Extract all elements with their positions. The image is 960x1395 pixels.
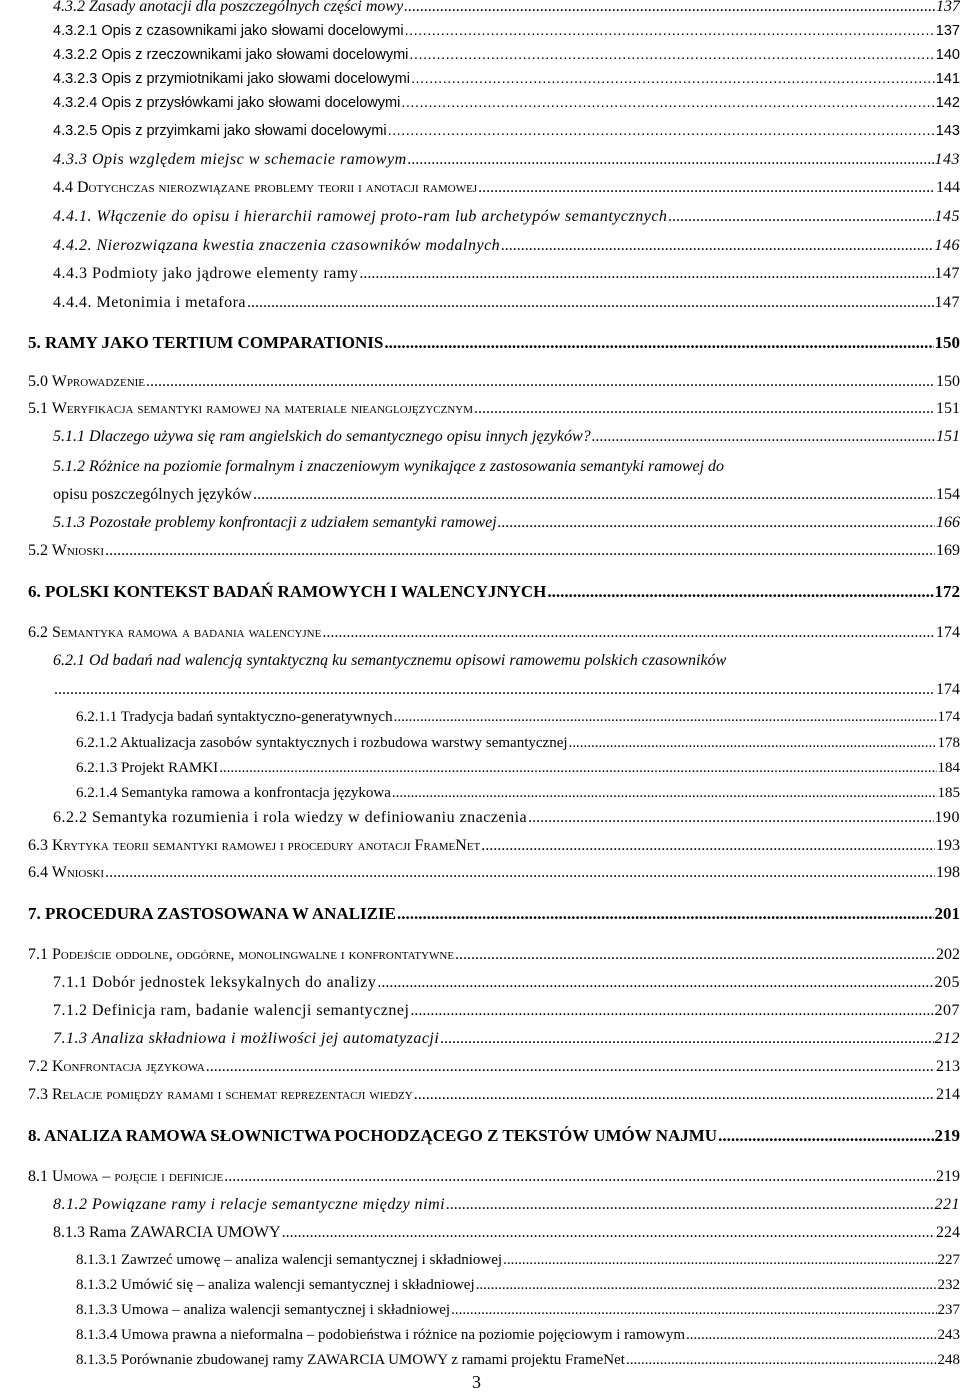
- page-number: 3: [472, 1372, 481, 1392]
- toc-entry[interactable]: 5.0 Wprowadzenie ..... 150: [28, 370, 960, 394]
- toc-entry[interactable]: 5.1.1 Dlaczego używa się ram angielskich do semantycznego opisu innych języków? ..... 151: [53, 425, 960, 449]
- toc-entry[interactable]: 4.3.2.4 Opis z przysłówkami jako słowami docelowymi ..... 142: [53, 91, 960, 115]
- toc-entry[interactable]: 4.3.2.1 Opis z czasownikami jako słowami docelowymi ..... 137: [53, 19, 960, 43]
- toc-entry[interactable]: 8.1.3.1 Zawrzeć umowę – analiza walencji semantycznej i składniowej ..... 227: [76, 1248, 960, 1272]
- toc-entry[interactable]: 7.2 Konfrontacja językowa ..... 213: [28, 1055, 960, 1079]
- toc-entry[interactable]: 4.4.3 Podmioty jako jądrowe elementy ramy ..... 147: [53, 262, 960, 286]
- toc-entry[interactable]: 5.2 Wnioski ..... 169: [28, 539, 960, 563]
- toc-entry[interactable]: 6.2.2 Semantyka rozumienia i rola wiedzy w definiowaniu znaczenia ..... 190: [53, 806, 960, 830]
- toc-entry[interactable]: 6.4 Wnioski ..... 198: [28, 861, 960, 885]
- toc-entry[interactable]: ..... 174: [53, 678, 960, 702]
- toc-entry[interactable]: 4.4.4. Metonimia i metafora ..... 147: [53, 291, 960, 315]
- toc-entry[interactable]: 7.1.1 Dobór jednostek leksykalnych do analizy ..... 205: [53, 971, 960, 995]
- toc-entry[interactable]: 4.3.2.5 Opis z przyimkami jako słowami docelowymi ..... 143: [53, 119, 960, 143]
- toc-entry[interactable]: 6.2.1.3 Projekt RAMKI ..... 184: [76, 756, 960, 780]
- toc-entry[interactable]: 8.1.3 Rama ZAWARCIA UMOWY ..... 224: [53, 1221, 960, 1245]
- toc-entry[interactable]: 7.1.2 Definicja ram, badanie walencji semantycznej ..... 207: [53, 999, 960, 1023]
- toc-entry[interactable]: 4.3.2.2 Opis z rzeczownikami jako słowami docelowymi ..... 140: [53, 43, 960, 67]
- toc-entry[interactable]: 8.1.3.5 Porównanie zbudowanej ramy ZAWARCIA UMOWY z ramami projektu FrameNet ..... 248: [76, 1348, 960, 1372]
- toc-entry[interactable]: 6.3 Krytyka teorii semantyki ramowej i procedury anotacji FrameNet ..... 193: [28, 834, 960, 858]
- toc-chapter[interactable]: 6. POLSKI KONTEKST BADAŃ RAMOWYCH I WALENCYJNYCH ..... 172: [28, 580, 960, 604]
- toc-entry[interactable]: 4.4.2. Nierozwiązana kwestia znaczenia czasowników modalnych ..... 146: [53, 234, 960, 258]
- toc-entry[interactable]: 4.3.2 Zasady anotacji dla poszczególnych części mowy ..... 137: [53, 0, 960, 19]
- toc-entry[interactable]: 6.2.1.2 Aktualizacja zasobów syntaktycznych i rozbudowa warstwy semantycznej ..... 178: [76, 731, 960, 755]
- toc-entry[interactable]: 8.1.3.2 Umówić się – analiza walencji semantycznej i składniowej ..... 232: [76, 1273, 960, 1297]
- toc-entry-first-line[interactable]: 6.2.1 Od badań nad walencją syntaktyczną ku semantycznemu opisowi ramowemu polskich czasowników: [53, 652, 727, 669]
- toc-entry[interactable]: 8.1 Umowa – pojęcie i definicje ..... 219: [28, 1165, 960, 1189]
- toc-entry[interactable]: 7.1.3 Analiza składniowa i możliwości jej automatyzacji ..... 212: [53, 1027, 960, 1051]
- toc-entry[interactable]: 7.3 Relacje pomiędzy ramami i schemat reprezentacji wiedzy ..... 214: [28, 1083, 960, 1107]
- toc-entry[interactable]: 4.4.1. Włączenie do opisu i hierarchii ramowej proto-ram lub archetypów semantycznych ..... 145: [53, 205, 960, 229]
- toc-entry[interactable]: 4.3.3 Opis względem miejsc w schemacie ramowym ..... 143: [53, 148, 960, 172]
- toc-entry[interactable]: opisu poszczególnych języków ..... 154: [53, 483, 960, 507]
- toc-entry[interactable]: 4.3.2.3 Opis z przymiotnikami jako słowami docelowymi ..... 141: [53, 67, 960, 91]
- toc-entry[interactable]: 6.2 Semantyka ramowa a badania walencyjne ..... 174: [28, 621, 960, 645]
- toc-chapter[interactable]: 7. PROCEDURA ZASTOSOWANA W ANALIZIE ..... 201: [28, 902, 960, 926]
- toc-entry[interactable]: 6.2.1.4 Semantyka ramowa a konfrontacja językowa ..... 185: [76, 781, 960, 805]
- toc-chapter[interactable]: 5. RAMY JAKO TERTIUM COMPARATIONIS ..... 150: [28, 331, 960, 355]
- toc-entry-first-line[interactable]: 5.1.2 Różnice na poziomie formalnym i znaczeniowym wynikające z zastosowania semantyki ramowej do: [53, 458, 725, 475]
- toc-entry[interactable]: 8.1.3.4 Umowa prawna a nieformalna – podobieństwa i różnice na poziomie pojęciowym i ramowym ..... 243: [76, 1323, 960, 1347]
- toc-entry[interactable]: 8.1.2 Powiązane ramy i relacje semantyczne między nimi ..... 221: [53, 1193, 960, 1217]
- toc-entry[interactable]: 7.1 Podejście oddolne, odgórne, monolingwalne i konfrontatywne ..... 202: [28, 943, 960, 967]
- toc-chapter[interactable]: 8. ANALIZA RAMOWA SŁOWNICTWA POCHODZĄCEGO Z TEKSTÓW UMÓW NAJMU ..... 219: [28, 1124, 960, 1148]
- toc-entry[interactable]: 5.1 Weryfikacja semantyki ramowej na materiale nieanglojęzycznym ..... 151: [28, 397, 960, 421]
- toc-entry[interactable]: 6.2.1.1 Tradycja badań syntaktyczno-generatywnych ..... 174: [76, 705, 960, 729]
- toc-entry[interactable]: 4.4 Dotychczas nierozwiązane problemy teorii i anotacji ramowej ..... 144: [53, 176, 960, 200]
- toc-entry[interactable]: 5.1.3 Pozostałe problemy konfrontacji z udziałem semantyki ramowej ..... 166: [53, 511, 960, 535]
- toc-entry[interactable]: 8.1.3.3 Umowa – analiza walencji semantycznej i składniowej ..... 237: [76, 1298, 960, 1322]
